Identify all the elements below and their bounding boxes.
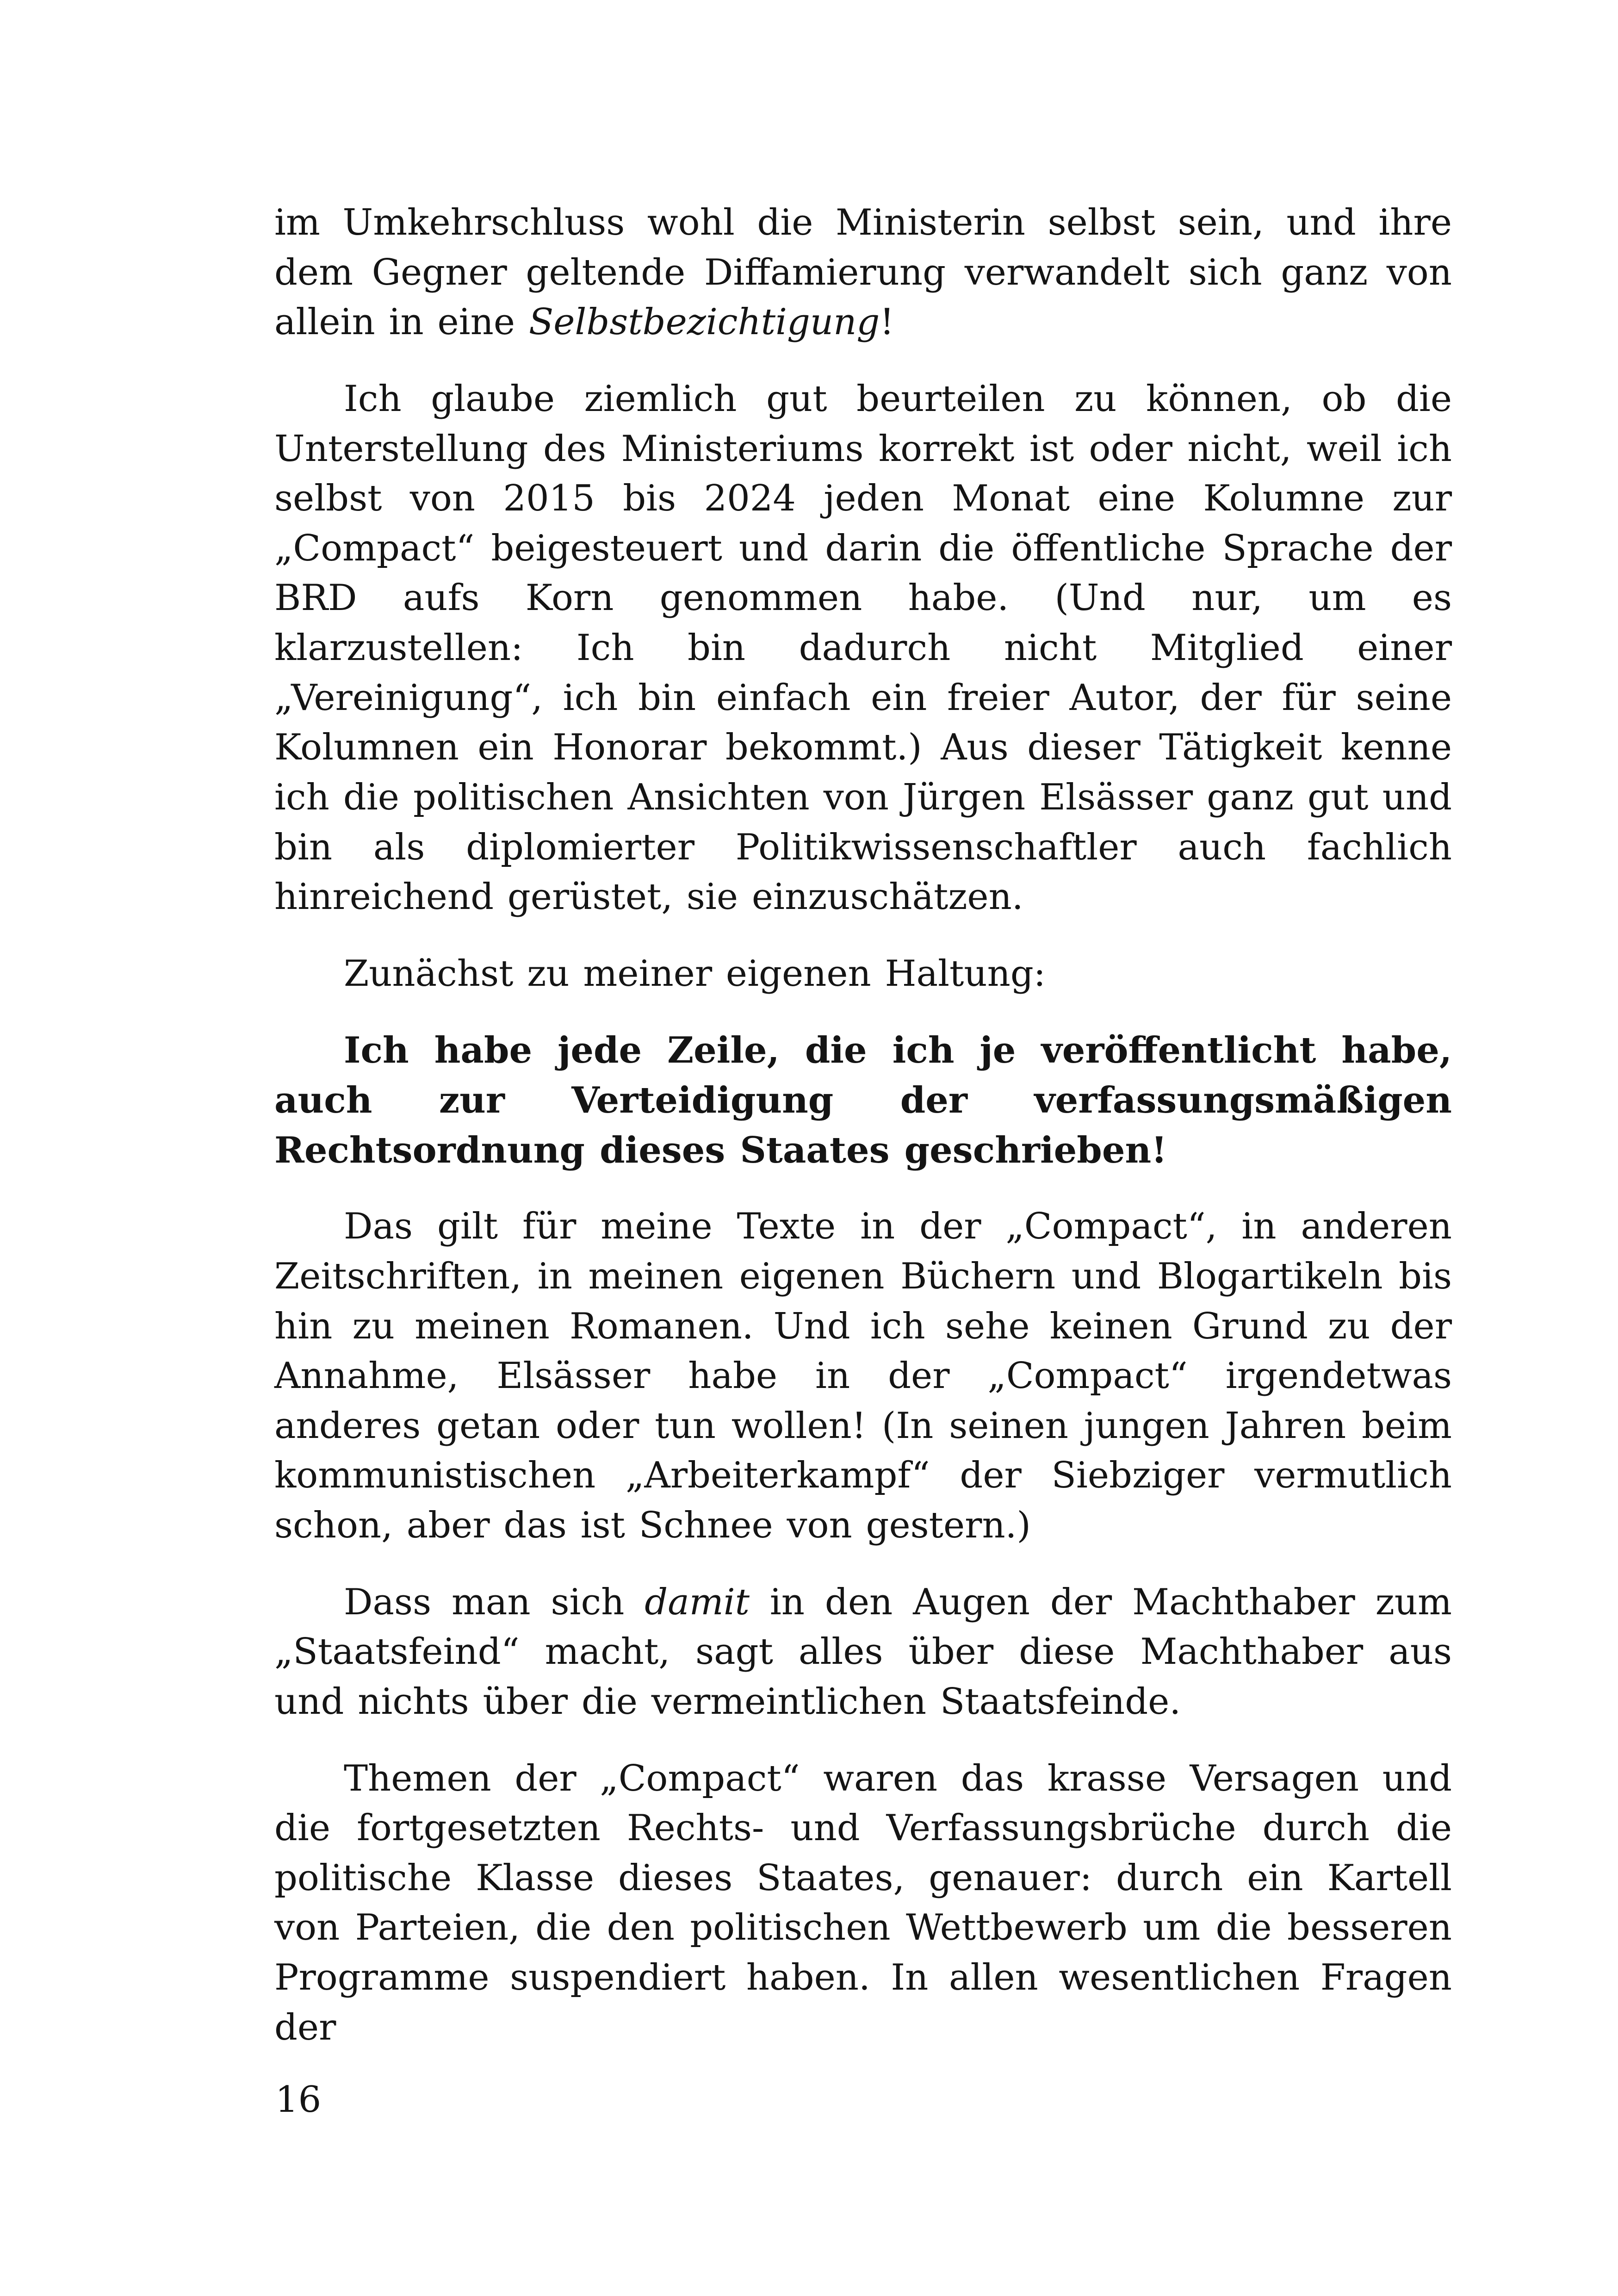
text-run: Themen der „Compact“ waren das krasse Versagen und die fortgesetzten Rechts- und Verfassungsbrüche durch die politische Klasse dieses Staates, genauer: durch ein Kartell von Parteien, die den politischen Wettbewerb um die besseren Programme suspendiert haben. In allen wesentlichen Fragen der (274, 1757, 1452, 2048)
text-run: im Umkehrschluss wohl die Ministerin selbst sein, und ihre dem Gegner geltende Diffamierung verwandelt sich ganz von allein in eine (274, 202, 1452, 343)
italic-run: Selbstbezichtigung (528, 301, 880, 343)
page-number: 16 (275, 2079, 322, 2121)
text-run: ! (880, 301, 894, 343)
text-run: Dass man sich (344, 1581, 645, 1623)
paragraph (274, 1026, 1452, 1175)
paragraph (274, 374, 1452, 922)
paragraph (274, 198, 1452, 348)
paragraph (274, 1754, 1452, 2053)
paragraph (274, 949, 1452, 999)
text-run: Zunächst zu meiner eigenen Haltung: (344, 952, 1046, 995)
text-run: in den Augen der Machthaber zum „Staatsfeind“ macht, sagt alles über diese Machthaber aus und nichts über die vermeintlichen Staatsfeinde. (274, 1581, 1452, 1723)
text-run: Das gilt für meine Texte in der „Compact“, in anderen Zeitschriften, in meinen eigenen Büchern und Blogartikeln bis hin zu meinen Romanen. Und ich sehe keinen Grund zu der Annahme, Elsässer habe in der „Compact“ irgendetwas anderes getan oder tun wollen! (In seinen jungen Jahren beim kommunistischen „Arbeiterkampf“ der Siebziger vermutlich schon, aber das ist Schnee von gestern.) (274, 1206, 1452, 1546)
italic-run: damit (645, 1581, 750, 1623)
paragraph (274, 1578, 1452, 1727)
text-run: Ich glaube ziemlich gut beurteilen zu können, ob die Unterstellung des Ministeriums korrekt ist oder nicht, weil ich selbst von 2015 bis 2024 jeden Monat eine Kolumne zur „Compact“ beigesteuert und darin die öffentliche Sprache der BRD aufs Korn genommen habe. (Und nur, um es klarzustellen: Ich bin dadurch nicht Mitglied einer „Vereinigung“, ich bin einfach ein freier Autor, der für seine Kolumnen ein Honorar bekommt.) Aus dieser Tätigkeit kenne ich die politischen Ansichten von Jürgen Elsässer ganz gut und bin als diplomierter Politikwissenschaftler auch fachlich hinreichend gerüstet, sie einzuschätzen. (274, 378, 1452, 918)
paragraph (274, 1202, 1452, 1550)
text-block (274, 198, 1452, 2053)
text-run: Ich habe jede Zeile, die ich je veröffentlicht habe, auch zur Verteidigung der verfassungsmäßigen Rechtsordnung dieses Staates geschrieben! (274, 1029, 1452, 1171)
